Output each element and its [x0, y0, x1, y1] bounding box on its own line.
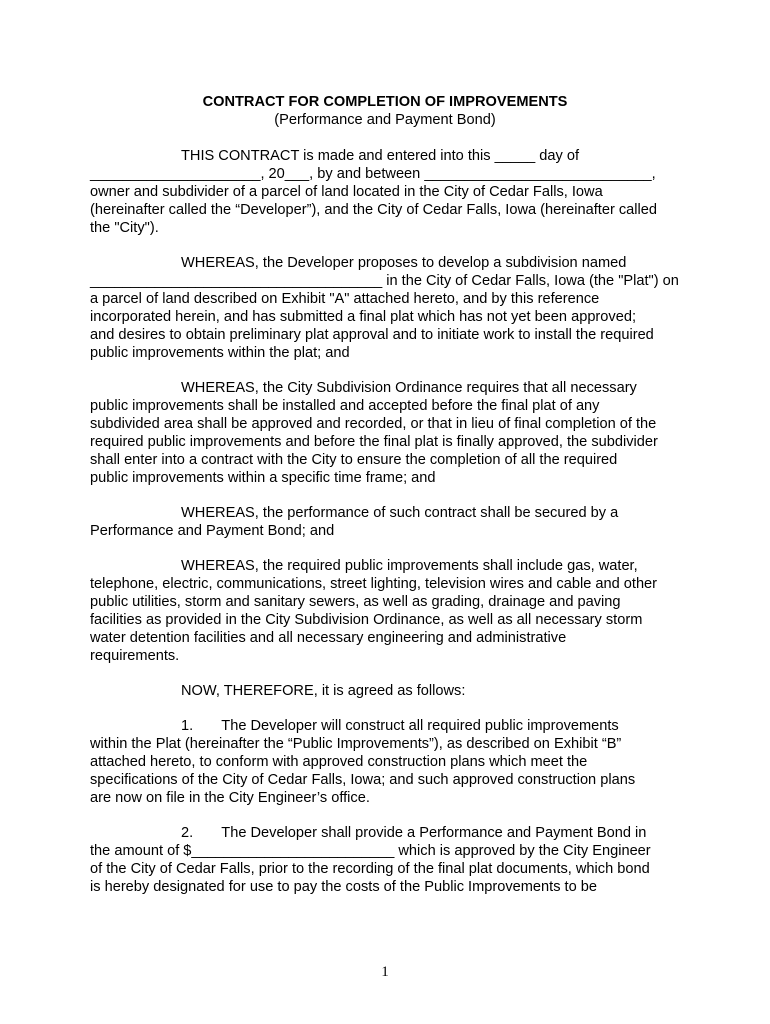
text-line: WHEREAS, the Developer proposes to develop a subdivision named — [181, 255, 627, 271]
text-line: public improvements within a specific time frame; and — [90, 470, 436, 486]
text-line: telephone, electric, communications, street lighting, television wires and cable and other — [90, 576, 658, 592]
text-line: a parcel of land described on Exhibit "A" attached hereto, and by this reference — [90, 291, 600, 307]
text-line: NOW, THEREFORE, it is agreed as follows: — [181, 683, 466, 699]
text-line: 1. The Developer will construct all required public improvements — [181, 718, 619, 734]
text-line: the "City"). — [90, 220, 159, 236]
text-line: subdivided area shall be approved and recorded, or that in lieu of final completion of the — [90, 416, 657, 432]
text-line: WHEREAS, the required public improvements shall include gas, water, — [181, 558, 638, 574]
text-line: attached hereto, to conform with approved construction plans which meet the — [90, 754, 588, 770]
text-line: _____________________, 20___, by and between ____________________________, — [90, 166, 656, 182]
text-line: Performance and Payment Bond; and — [90, 523, 335, 539]
text-line: of the City of Cedar Falls, prior to the recording of the final plat documents, which bond — [90, 861, 650, 877]
page-number: 1 — [381, 964, 389, 980]
text-line: public improvements within the plat; and — [90, 345, 350, 361]
text-line: are now on file in the City Engineer’s office. — [90, 790, 370, 806]
text-line: water detention facilities and all necessary engineering and administrative — [90, 630, 567, 646]
text-line: requirements. — [90, 648, 180, 664]
document-subtitle: (Performance and Payment Bond) — [274, 112, 496, 128]
text-line: THIS CONTRACT is made and entered into this _____ day of — [181, 148, 580, 164]
text-line: 2. The Developer shall provide a Performance and Payment Bond in — [181, 825, 647, 841]
text-line: required public improvements and before the final plat is finally approved, the subdivider — [90, 434, 658, 450]
text-line: shall enter into a contract with the City to ensure the completion of all the required — [90, 452, 618, 468]
text-line: incorporated herein, and has submitted a final plat which has not yet been approved; — [90, 309, 636, 325]
text-line: specifications of the City of Cedar Falls, Iowa; and such approved construction plans — [90, 772, 636, 788]
text-line: facilities as provided in the City Subdivision Ordinance, as well as all necessary storm — [90, 612, 643, 628]
text-line: ____________________________________ in the City of Cedar Falls, Iowa (the "Plat") on — [90, 273, 679, 289]
text-line: owner and subdivider of a parcel of land located in the City of Cedar Falls, Iowa — [90, 184, 603, 200]
text-line: within the Plat (hereinafter the “Public Improvements”), as described on Exhibit “B” — [90, 736, 622, 752]
document-title: CONTRACT FOR COMPLETION OF IMPROVEMENTS — [202, 94, 568, 110]
text-line: and desires to obtain preliminary plat approval and to initiate work to install the required — [90, 327, 654, 343]
text-line: WHEREAS, the performance of such contract shall be secured by a — [181, 505, 619, 521]
text-line: public improvements shall be installed and accepted before the final plat of any — [90, 398, 600, 414]
text-line: the amount of $_________________________ which is approved by the City Engineer — [90, 843, 651, 859]
text-line: is hereby designated for use to pay the costs of the Public Improvements to be — [90, 879, 598, 895]
text-line: WHEREAS, the City Subdivision Ordinance requires that all necessary — [181, 380, 637, 396]
text-line: public utilities, storm and sanitary sewers, as well as grading, drainage and paving — [90, 594, 621, 610]
text-line: (hereinafter called the “Developer”), and the City of Cedar Falls, Iowa (hereinafter called — [90, 202, 657, 218]
